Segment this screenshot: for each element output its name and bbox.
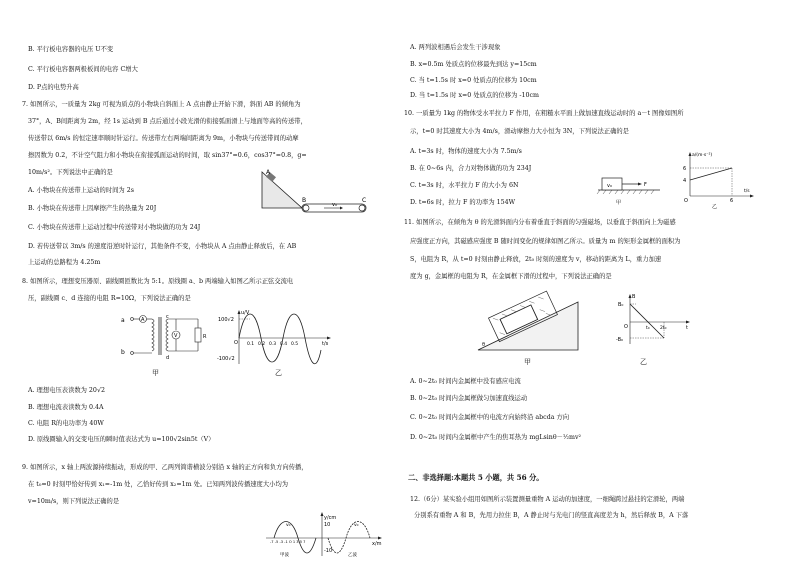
q7-option-a: A. 小物块在传送带上运动的时间为 2s	[28, 187, 134, 194]
q7-option-d: D. 若传送带以 3m/s 的速度沿逆时针运行，其他条件不变，小物块从 A 点由静止释放后，在 AB	[28, 243, 297, 250]
svg-text:-100√2: -100√2	[217, 356, 235, 362]
q8-transformer-figure	[118, 310, 208, 366]
svg-text:t₀: t₀	[646, 326, 650, 331]
q12-stem-line: 12.（6分）某实验小组用如图所示装置测量重物 A 运动的加速度，一细绳跨过悬挂的定滑轮，两端	[410, 496, 685, 503]
q10-at-graph	[678, 148, 758, 210]
q7-figure	[250, 166, 380, 216]
svg-text:B: B	[302, 197, 307, 204]
svg-text:A: A	[266, 169, 271, 176]
svg-text:-B₀: -B₀	[616, 337, 624, 343]
q11-stem-line: S，电阻为 R，从 t=0 时刻由静止释放，2t₀ 时刻的速度为 v，移动的距离为 L，重力加速	[410, 256, 662, 263]
svg-text:-10: -10	[324, 548, 333, 554]
q11-option-a: A. 0~2t₀ 时间内金属框中没有感应电流	[410, 378, 521, 385]
svg-text:v₀: v₀	[354, 523, 359, 528]
svg-text:O: O	[624, 324, 628, 330]
svg-text:O: O	[234, 340, 238, 346]
svg-text:0.5: 0.5	[291, 342, 299, 347]
q10-option-c: C. t=3s 时，水平拉力 F 的大小为 6N	[410, 182, 519, 189]
svg-text:0.2: 0.2	[258, 342, 266, 347]
q11-stem-line: 应强度正方向，其磁感应强度 B 随时间变化的规律如图乙所示。质量为 m 的矩形金属框的面积为	[410, 238, 681, 245]
svg-text:C: C	[362, 197, 367, 204]
q9-option-c: C. 当 t=1.5s 时 x=0 处质点的位移为 10cm	[410, 77, 537, 84]
svg-text:100√2: 100√2	[218, 317, 234, 323]
svg-text:a: a	[121, 317, 125, 324]
q7-stem-line: 37°，A、B间距离为 2m，经 1s 运动到 B 点后通过小段光滑的衔接弧面滑上与地面等高的传送带，	[28, 118, 307, 125]
q7-option-d-cont: 上运动的总路程为 4.25m	[28, 259, 101, 266]
svg-text:A: A	[141, 317, 145, 323]
q12-stem-line: 分别系有重物 A 和 B，先用力拉住 B，A 静止时与光电门的竖直高度差为 h，然后释放 B，A 下落	[414, 512, 689, 519]
section-heading: 二、非选择题:本题共 5 小题，共 56 分。	[408, 473, 544, 482]
svg-text:10: 10	[324, 522, 331, 528]
svg-text:v₀: v₀	[332, 202, 337, 208]
q9-option-a: A. 两列波相遇后会发生干涉现象	[410, 44, 501, 51]
svg-text:乙波: 乙波	[348, 553, 357, 558]
svg-text:0.1: 0.1	[247, 342, 255, 347]
q10-option-a: A. t=3s 时，物体的速度大小为 7.5m/s	[410, 148, 522, 155]
svg-text:甲波: 甲波	[280, 553, 289, 558]
svg-text:θ: θ	[482, 342, 486, 348]
svg-text:u/V: u/V	[241, 310, 250, 316]
svg-text:O: O	[684, 198, 688, 204]
q11-incline-figure	[474, 288, 584, 360]
q7-stem-line: 10m/s²。下列说法中正确的是	[28, 169, 113, 176]
q11-bt-graph	[614, 292, 694, 348]
svg-text:F: F	[644, 182, 647, 188]
svg-text:t/s: t/s	[744, 189, 750, 194]
svg-text:6: 6	[730, 198, 734, 204]
q8-option-a: A. 理想电压表读数为 20√2	[28, 387, 105, 394]
q7-stem-line: 7. 如图所示，一质量为 2kg 可视为质点的小物块自斜面上 A 点由静止开始下滑，斜面 AB 的倾角为	[22, 101, 301, 108]
q11-stem-line: 度为 g，金属框的电阻为 R，在金属框下滑的过程中，下列说法正确的是	[410, 273, 612, 280]
svg-text:t/s: t/s	[322, 341, 329, 347]
svg-text:R: R	[203, 334, 207, 340]
svg-text:a/(m·s⁻²): a/(m·s⁻²)	[692, 153, 713, 158]
q8-option-d: D. 原线圈输入的交变电压的瞬时值表达式为 u=100√2sin5t（V）	[28, 436, 215, 443]
q6-option-c: C. 平行板电容器两极板间的电容 C增大	[28, 66, 138, 73]
q7-option-b: B. 小物块在传送带上因摩擦产生的热量为 20J	[28, 205, 157, 212]
q8-stem-line: 8. 如图所示，理想变压器原、副线圈匝数比为 5:1。原线圈 a、b 两端输入如图乙所示正弦交流电	[22, 278, 294, 285]
svg-text:0.4: 0.4	[280, 342, 288, 347]
svg-text:B: B	[632, 294, 636, 300]
q10-stem-line: 10. 一质量为 1kg 的物体受水平拉力 F 作用，在粗糙水平面上做加速直线运动时的 a－t 图像如图所	[404, 110, 684, 117]
q11-stem-line: 11. 如图所示，在倾角为 θ 的光滑斜面内分布着垂直于斜面的匀强磁场，以垂直于斜面向上为磁感	[404, 219, 676, 226]
q9-wave-figure	[260, 512, 386, 558]
q11-option-b: B. 0~2t₀ 时间内金属框做匀加速直线运动	[410, 395, 528, 402]
q11-option-d: D. 0~2t₀ 时间内金属框中产生的焦耳热为 mgLsinθ－½mv²	[410, 434, 582, 441]
q10-option-b: B. 在 0~6s 内，合力对物体做的功为 234J	[410, 165, 532, 172]
q11-fig-caption-jia: 甲	[524, 358, 531, 366]
q6-option-b: B. 平行板电容器的电压 U不变	[28, 46, 114, 53]
svg-text:2t₀: 2t₀	[660, 326, 667, 331]
svg-text:d: d	[166, 355, 170, 361]
svg-text:V: V	[174, 333, 178, 339]
q11-fig-caption-yi: 乙	[640, 358, 647, 366]
q8-fig-caption-yi: 乙	[275, 369, 282, 377]
q8-stem-line: 压，副线圈 c、d 连接的电阻 R=10Ω，下列说法正确的是	[28, 295, 191, 302]
q7-stem-line: 擦因数为 0.2，不计空气阻力和小物块在衔接弧面运动的时间，取 sin37°=0.6，cos37°=0.8，g=	[28, 152, 307, 159]
svg-text:t: t	[686, 325, 688, 331]
svg-text:乙: 乙	[712, 204, 718, 210]
q11-option-c: C. 0~2t₀ 时间内金属框中的电流方向始终沿 abcda 方向	[410, 414, 570, 421]
q7-stem-line: 传送带以 6m/s 的恒定速率顺时针运行。传送带左右两端间距离为 9m，小物块与传送带间的动摩	[28, 135, 299, 142]
q9-option-b: B. x=0.5m 处质点的位移最先到达 y=15cm	[410, 61, 537, 68]
q8-option-c: C. 电阻 R的电功率为 40W	[28, 420, 104, 427]
q9-stem-line: v=10m/s，则下列说法正确的是	[28, 498, 120, 505]
svg-text:0.3: 0.3	[269, 342, 277, 347]
q9-option-d: D. 当 t=1.5s 时 x=0 处质点的位移为 -10cm	[410, 92, 540, 99]
svg-text:-7 -5 -3 -1 O 1 3 5 7: -7 -5 -3 -1 O 1 3 5 7	[270, 540, 306, 544]
q7-option-c: C. 小物块在传送带上运动过程中传送带对小物块做的功为 24J	[28, 224, 201, 231]
q8-voltage-graph	[217, 308, 337, 368]
svg-text:6: 6	[683, 166, 687, 172]
svg-text:y/cm: y/cm	[324, 515, 337, 521]
svg-text:B₀: B₀	[618, 302, 624, 308]
q9-stem-line: 9. 如图所示，x 轴上两波源持续振动，形成的甲、乙两列简谐横波分别沿 x 轴的正方向和负方向传播，	[22, 464, 308, 471]
svg-text:x/m: x/m	[372, 541, 382, 547]
q8-fig-caption-jia: 甲	[152, 369, 159, 377]
svg-text:c: c	[166, 314, 169, 320]
q10-option-d: D. t=6s 时，拉力 F 的功率为 154W	[410, 199, 516, 206]
q10-block-figure	[594, 168, 664, 208]
svg-text:b: b	[121, 349, 125, 356]
q6-option-d: D. P点的电势升高	[28, 84, 79, 91]
svg-text:v₀: v₀	[607, 183, 612, 189]
q9-stem-line: 在 t₀=0 时刻甲恰好传到 x₁=-1m 处，乙恰好传到 x₂=1m 处。已知两列波传播速度大小均为	[28, 481, 289, 488]
q10-stem-line: 示，t=0 时其速度大小为 4m/s，滑动摩擦力大小恒为 3N，下列说法正确的是	[410, 128, 629, 135]
svg-text:甲: 甲	[616, 200, 622, 206]
q8-option-b: B. 理想电流表读数为 0.4A	[28, 404, 104, 411]
svg-text:4: 4	[683, 178, 687, 184]
svg-text:v₀: v₀	[286, 523, 291, 528]
